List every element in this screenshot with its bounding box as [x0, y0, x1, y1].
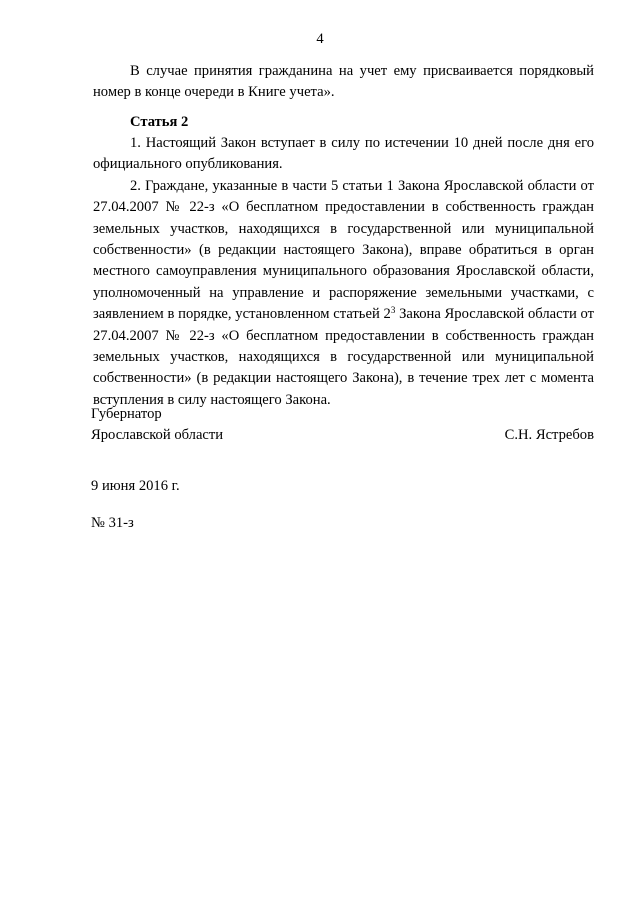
article-2-section — [93, 112, 594, 411]
signatory-name: С.Н. Ястребов — [504, 427, 594, 443]
article-paragraph-1: 1. Настоящий Закон вступает в силу по истечении 10 дней после дня его официального опубликования. — [93, 135, 594, 173]
page-number: 4 — [316, 31, 324, 47]
article-paragraph-2 — [93, 176, 594, 411]
intro-paragraph: В случае принятия гражданина на учет ему присваивается порядковый номер в конце очереди в Книге учета». — [93, 63, 594, 101]
signatory-title-line-2: Ярославской области — [91, 427, 224, 443]
signatory-title-line-1: Губернатор — [91, 406, 162, 422]
signature-block — [91, 404, 594, 446]
article-title: Статья 2 — [130, 114, 189, 130]
article-paragraph-2-part-2: Закона Ярославской области от 27.04.2007 № 22-з «О бесплатном предоставлении в собственность граждан земельных участков, находящихся в государственной или муниципальной собственности» (в редакции настоящего Закона), в течение трех лет с момента вступления в силу настоящего Закона. — [93, 306, 594, 408]
intro-section — [93, 61, 594, 104]
article-reference-superscript: 3 — [390, 305, 396, 316]
signing-date: 9 июня 2016 г. — [91, 478, 180, 494]
signature-row — [91, 425, 594, 446]
article-paragraph-2-part-1: 2. Граждане, указанные в части 5 статьи 1 Закона Ярославской области от 27.04.2007 № 22-з «О бесплатном предоставлении в собственность граждан земельных участков, находящихся в государственной или муниципальной собственности» (в редакции настоящего Закона), вправе обратиться в орган местного самоуправления муниципального образования Ярославской области, уполномоченный на управление и распоряжение земельными участками, с заявлением в порядке, установленном статьей 2 — [93, 177, 594, 323]
law-number: № 31-з — [91, 515, 134, 531]
